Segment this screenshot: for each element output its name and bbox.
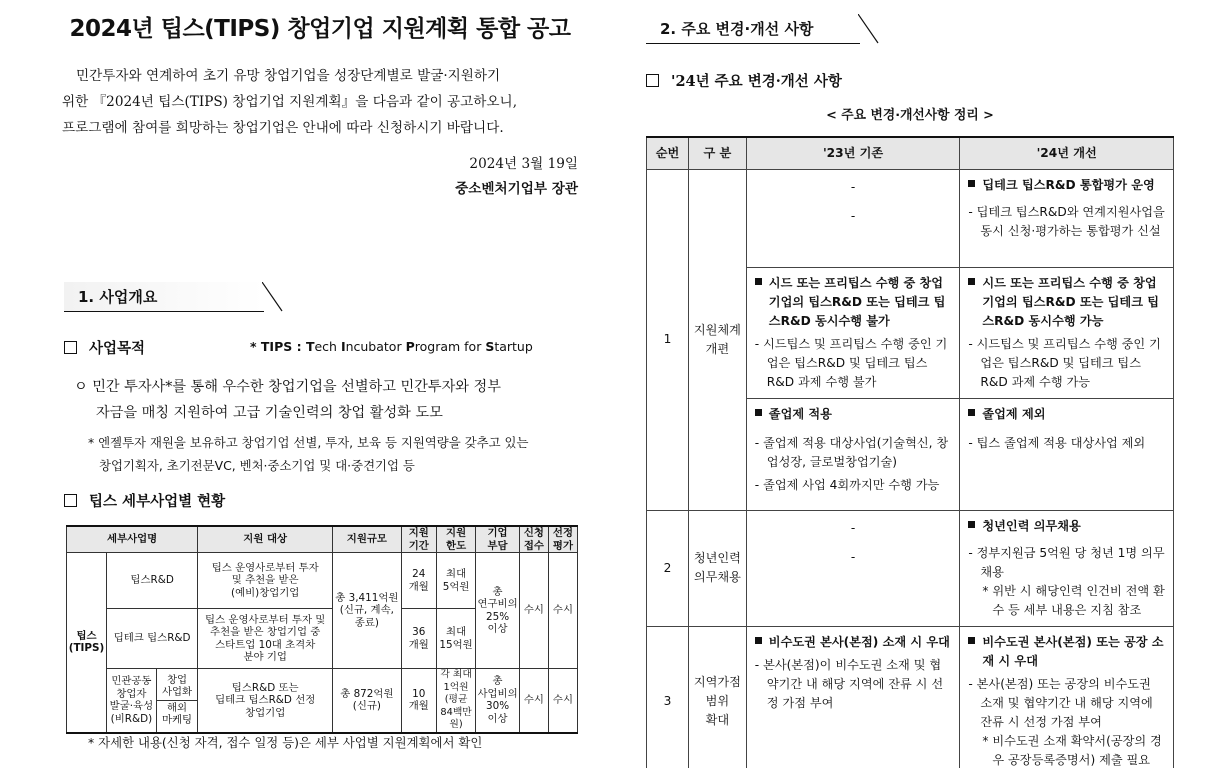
new-cell — [960, 626, 1174, 768]
row-category: 지역가점 범위 확대 — [688, 626, 746, 768]
changes-heading — [646, 70, 842, 91]
square-bullet-icon — [968, 409, 975, 416]
old-cell — [746, 510, 960, 626]
table-cell: 수시 — [548, 553, 577, 669]
table-cell: 36 개월 — [401, 609, 436, 669]
square-bullet-icon — [755, 278, 762, 285]
table-cell: 총 872억원 (신규) — [333, 669, 401, 733]
item-detail: - 본사(본점)이 비수도권 소재 및 협약기간 내 해당 지역에 잔류 시 선정 가점 부여 — [754, 657, 944, 710]
table-cell: 최대 15억원 — [436, 609, 475, 669]
detail-footnote: * 자세한 내용(신청 자격, 접수 일정 등)은 세부 사업별 지원계획에서 확인 — [88, 735, 483, 750]
bullet-line: 자금을 매칭 지원하여 고급 기술인력의 창업 활성화 도모 — [96, 405, 443, 421]
status-label: 팁스 세부사업별 현황 — [89, 494, 226, 510]
table-header: 세부사업명 — [67, 526, 198, 553]
table-cell: 총 연구비의 25% 이상 — [476, 553, 520, 669]
item-detail: - 시드팁스 및 프리팁스 수행 중인 기업은 팁스R&D 및 딥테크 팁스 R&D 과제 수행 가능 — [968, 336, 1161, 389]
sub-cell: 창업 사업화 — [157, 673, 197, 701]
table-group-cell: 팁스 (TIPS) — [67, 553, 107, 733]
table-cell: 팁스 운영사로부터 투자 및 추천을 받은 창업기업 중 스타트업 10대 초격차 분야 기업 — [198, 609, 333, 669]
dash-placeholder: - — [850, 208, 856, 223]
row-number: 1 — [647, 169, 689, 510]
table-header: 신청 접수 — [519, 526, 548, 553]
status-heading — [64, 490, 225, 511]
table-cell: 각 최대 1억원 (평균 84백만원) — [436, 669, 475, 733]
old-cell — [746, 398, 960, 510]
sub-program-table — [66, 525, 578, 734]
table-header: 기업 부담 — [476, 526, 520, 553]
section-1-heading — [64, 282, 264, 312]
item-title: 졸업제 제외 — [968, 405, 1165, 424]
sub-cell: 해외 마케팅 — [161, 701, 193, 727]
section-2-heading — [646, 14, 860, 44]
table-cell: 팁스R&D — [107, 553, 198, 609]
table-header: 지원규모 — [333, 526, 401, 553]
table-cell: 수시 — [519, 669, 548, 733]
old-cell — [746, 267, 960, 398]
old-cell — [746, 626, 960, 768]
intro-line: 프로그램에 참여를 희망하는 창업기업은 안내에 따라 신청하시기 바랍니다. — [62, 120, 504, 136]
square-bullet-icon — [968, 521, 975, 528]
item-title: 시드 또는 프리팁스 수행 중 창업기업의 팁스R&D 또는 딥테크 팁스R&D 동시수행 가능 — [968, 274, 1165, 331]
table-cell: 총 3,411억원 (신규, 계속, 종료) — [333, 553, 401, 669]
square-bullet-icon — [755, 637, 762, 644]
investor-footnote — [88, 431, 588, 477]
heading-slant-decoration — [262, 282, 284, 312]
section-title: 1. 사업개요 — [78, 288, 158, 306]
table-header: 구 분 — [688, 137, 746, 169]
publish-date: 2024년 3월 19일 — [469, 156, 578, 172]
item-detail: - 정부지원금 5억원 당 청년 1명 의무 채용 — [968, 545, 1165, 579]
footnote-line: 창업기획자, 초기전문VC, 벤처·중소기업 및 대·중견기업 등 — [99, 458, 415, 473]
table-cell — [156, 669, 197, 733]
table-header: 지원 대상 — [198, 526, 333, 553]
new-cell — [960, 267, 1174, 398]
intro-paragraph — [62, 63, 582, 141]
table-header: '24년 개선 — [960, 137, 1174, 169]
row-category: 지원체계 개편 — [688, 169, 746, 510]
changes-table — [646, 136, 1174, 768]
table-header: 지원 기간 — [401, 526, 436, 553]
changes-label: '24년 주요 변경·개선 사항 — [671, 73, 842, 90]
table-cell: 팁스 운영사로부터 투자 및 추천을 받은 (예비)창업기업 — [198, 553, 333, 609]
intro-line: 민간투자와 연계하여 초기 유망 창업기업을 성장단계별로 발굴·지원하기 — [76, 68, 501, 84]
checkbox-square-icon — [646, 74, 659, 87]
heading-slant-decoration — [858, 14, 880, 44]
section-title: 2. 주요 변경·개선 사항 — [660, 20, 814, 38]
square-bullet-icon — [968, 637, 975, 644]
item-title: 청년인력 의무채용 — [968, 517, 1165, 536]
dash-placeholder: - — [850, 549, 856, 564]
item-title: 졸업제 적용 — [755, 405, 952, 424]
table-cell: 최대 5억원 — [436, 553, 475, 609]
square-bullet-icon — [968, 278, 975, 285]
purpose-bullet — [74, 374, 584, 426]
row-number: 3 — [647, 626, 689, 768]
table-cell: 팁스R&D 또는 딥테크 팁스R&D 선정 창업기업 — [198, 669, 333, 733]
dash-placeholder: - — [850, 520, 856, 535]
checkbox-square-icon — [64, 494, 77, 507]
item-footnote: * 비수도권 소재 확약서(공장의 경우 공장등록증명서) 제출 필요 — [982, 733, 1162, 767]
item-title: 시드 또는 프리팁스 수행 중 창업기업의 팁스R&D 또는 딥테크 팁스R&D 동시수행 불가 — [755, 274, 952, 331]
table-cell: 총 사업비의 30% 이상 — [476, 669, 520, 733]
table-cell: 딥테크 팁스R&D — [107, 609, 198, 669]
bullet-line: ㅇ 민간 투자사*를 통해 우수한 창업기업을 선별하고 민간투자와 정부 — [74, 379, 501, 395]
new-cell — [960, 510, 1174, 626]
page-title: 2024년 팁스(TIPS) 창업기업 지원계획 통합 공고 — [69, 16, 571, 42]
item-footnote: * 위반 시 해당인력 인건비 전액 환수 등 세부 내용은 지침 참조 — [982, 583, 1165, 617]
item-title: 비수도권 본사(본점) 소재 시 우대 — [755, 633, 952, 652]
item-detail: - 딥테크 팁스R&D와 연계지원사업을 동시 신청·평가하는 통합평가 신설 — [968, 204, 1165, 238]
old-cell — [746, 169, 960, 267]
square-bullet-icon — [968, 180, 975, 187]
table-cell: 수시 — [548, 669, 577, 733]
item-detail: - 졸업제 적용 대상사업(기술혁신, 창업성장, 글로벌창업기술) — [754, 435, 949, 469]
purpose-heading — [64, 337, 145, 358]
item-detail: - 팁스 졸업제 적용 대상사업 제외 — [968, 435, 1146, 450]
table-cell: 10 개월 — [401, 669, 436, 733]
tips-acronym-note: * TIPS : Tech Incubator Program for Startup — [250, 339, 533, 354]
table-cell: 민관공동 창업자 발굴·육성 (비R&D) — [107, 669, 157, 733]
item-detail: - 시드팁스 및 프리팁스 수행 중인 기업은 팁스R&D 및 딥테크 팁스 R&D 과제 수행 불가 — [754, 336, 948, 389]
table-caption: < 주요 변경·개선사항 정리 > — [826, 108, 994, 123]
footnote-line: * 엔젤투자 재원을 보유하고 창업기업 선별, 투자, 보육 등 지원역량을 갖추고 있는 — [88, 435, 529, 450]
intro-line: 위한 『2024년 팁스(TIPS) 창업기업 지원계획』을 다음과 같이 공고하오니, — [62, 94, 518, 110]
row-number: 2 — [647, 510, 689, 626]
checkbox-square-icon — [64, 341, 77, 354]
table-header: 순번 — [647, 137, 689, 169]
row-category: 청년인력 의무채용 — [688, 510, 746, 626]
publisher: 중소벤처기업부 장관 — [455, 181, 578, 197]
dash-placeholder: - — [850, 179, 856, 194]
table-cell: 수시 — [519, 553, 548, 669]
table-header: 선정 평가 — [548, 526, 577, 553]
item-detail: - 본사(본점) 또는 공장의 비수도권 소재 및 협약기간 내 해당 지역에 잔류 시 선정 가점 부여 — [968, 676, 1153, 729]
purpose-label: 사업목적 — [89, 340, 146, 357]
item-title: 비수도권 본사(본점) 또는 공장 소재 시 우대 — [968, 633, 1165, 671]
square-bullet-icon — [755, 409, 762, 416]
new-cell — [960, 169, 1174, 267]
table-header: 지원 한도 — [436, 526, 475, 553]
new-cell — [960, 398, 1174, 510]
item-title: 딥테크 팁스R&D 통합평가 운영 — [968, 176, 1165, 195]
table-cell: 24 개월 — [401, 553, 436, 609]
item-detail: - 졸업제 사업 4회까지만 수행 가능 — [754, 477, 940, 492]
table-header: '23년 기존 — [746, 137, 960, 169]
